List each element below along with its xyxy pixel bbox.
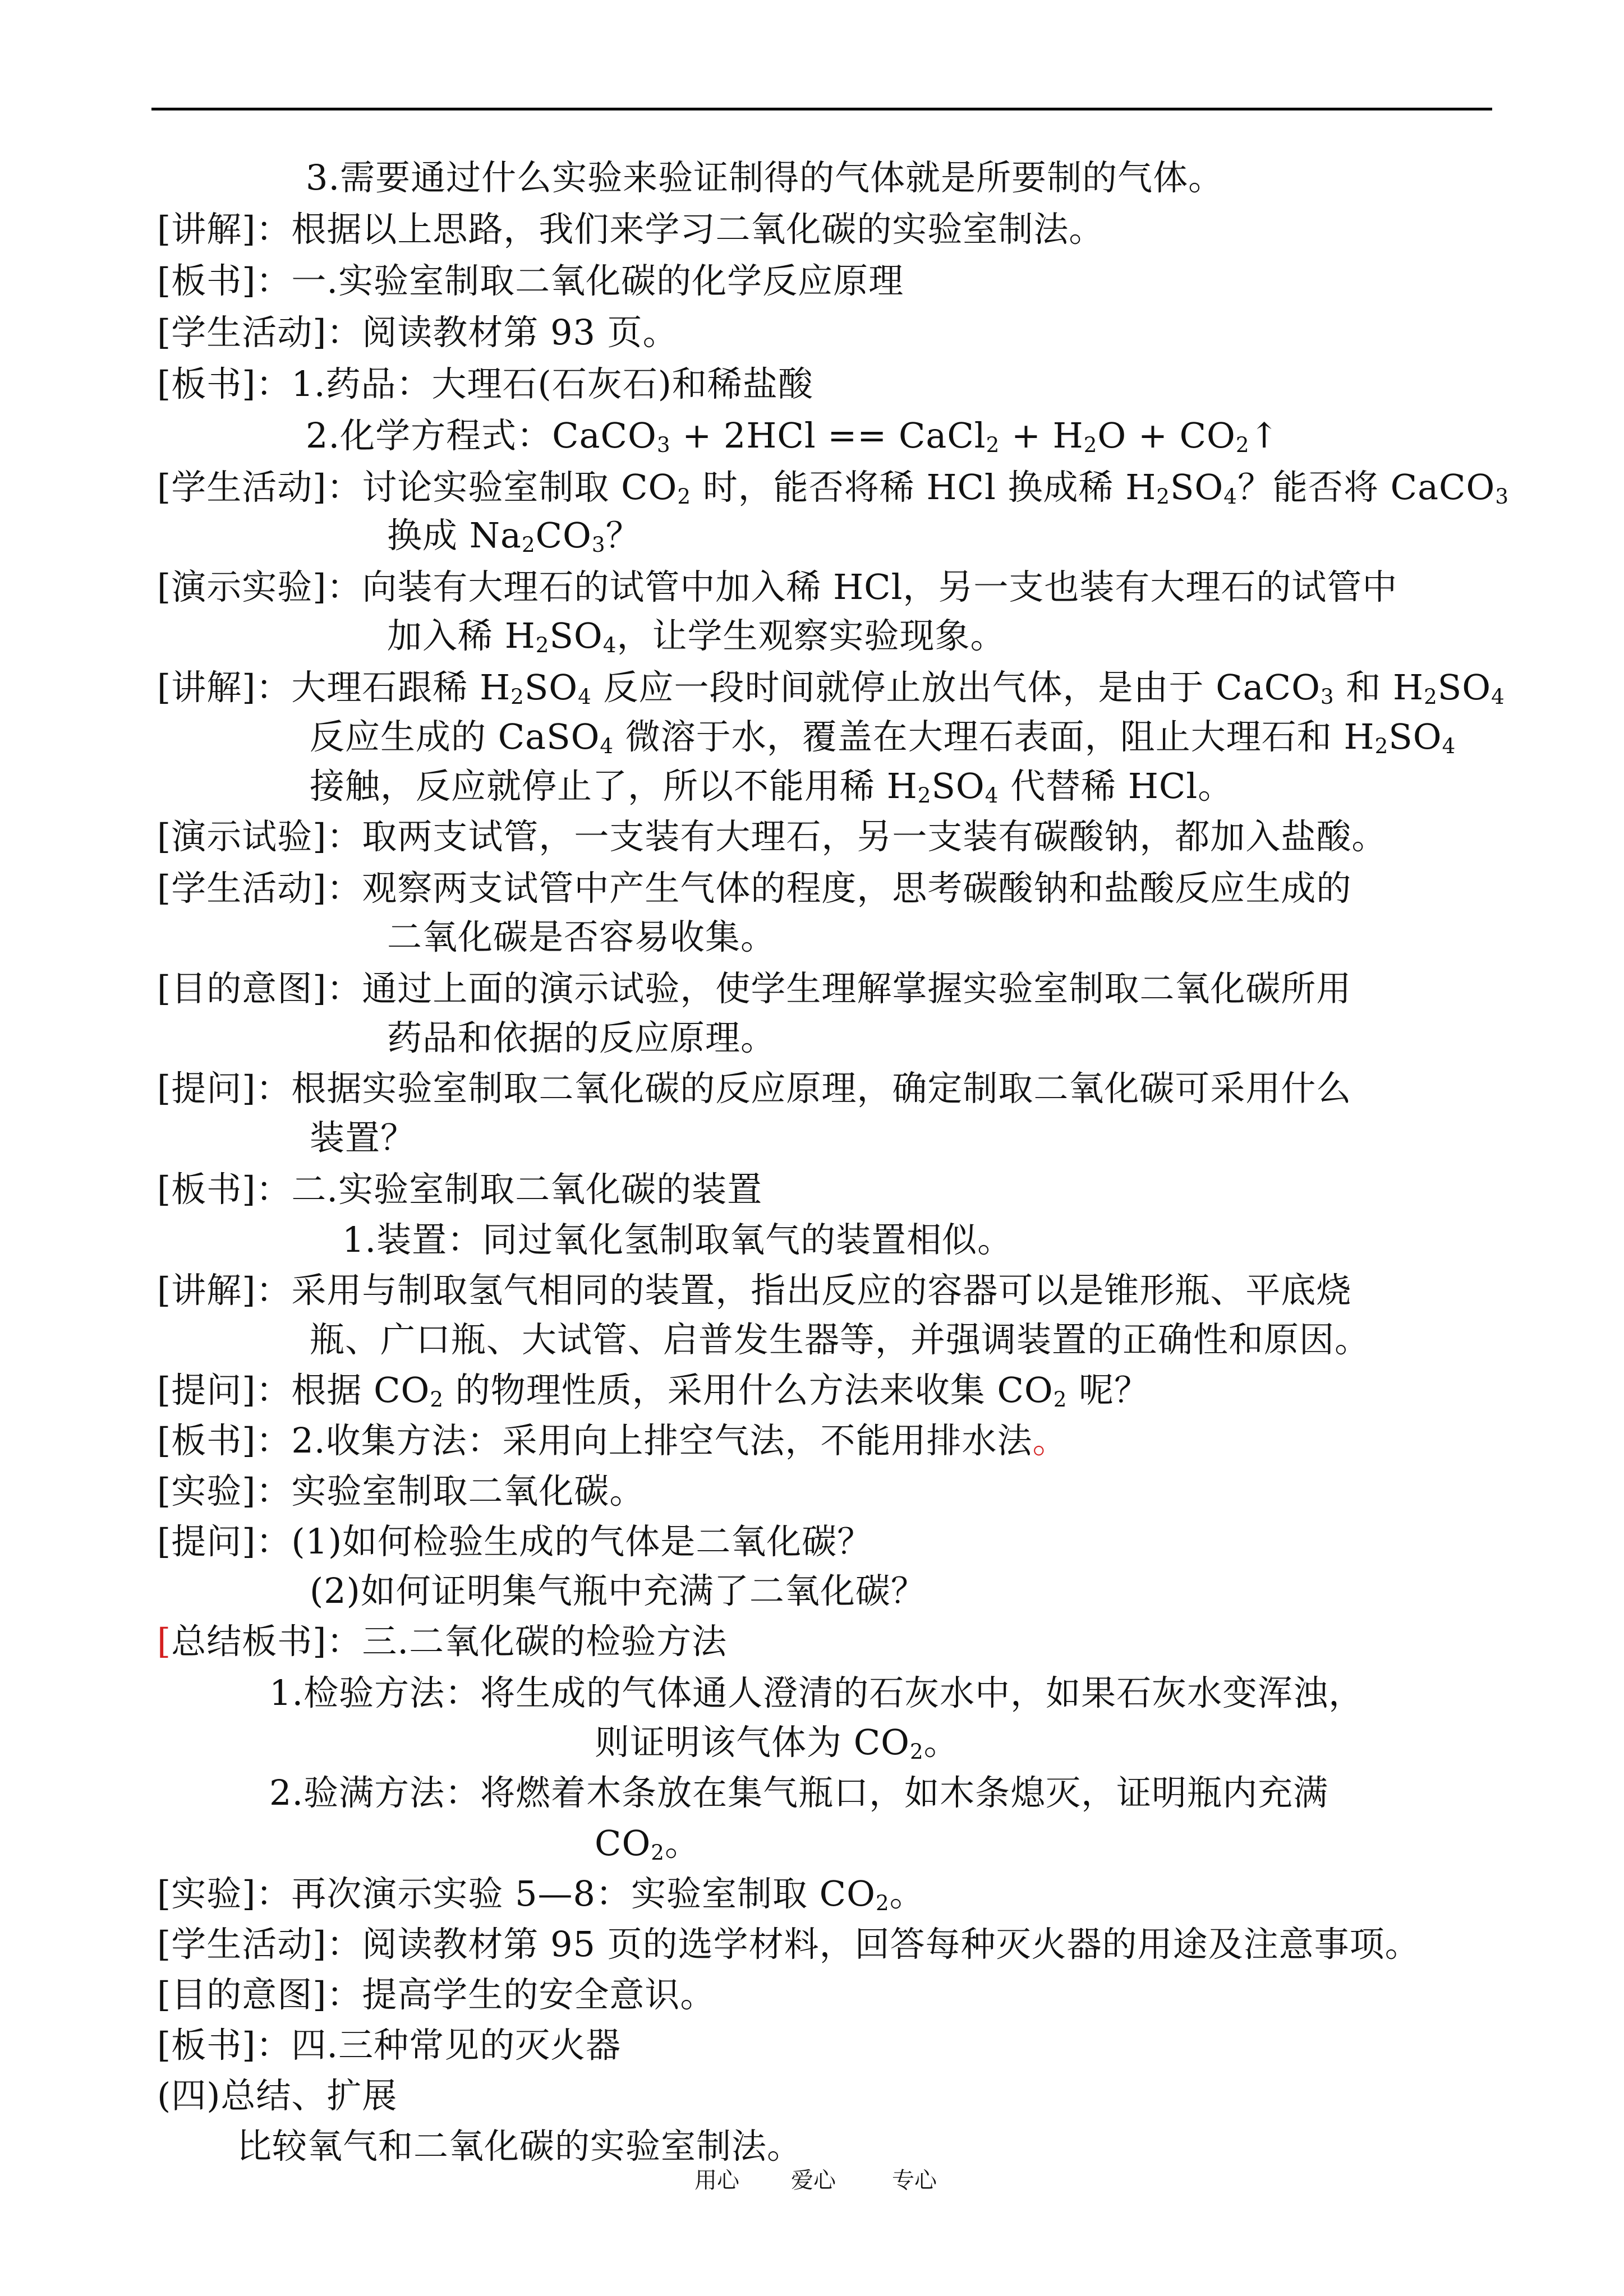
text-line: [学生活动]：阅读教材第 93 页。 bbox=[157, 312, 678, 353]
text-line: [板书]：一.实验室制取二氧化碳的化学反应原理 bbox=[157, 260, 904, 301]
text-line: [学生活动]：讨论实验室制取 $CO_2$ 时，能否将稀 HCl 换成稀 $H_2SO_4$？能否将 CaCO$_3$ bbox=[157, 467, 1509, 509]
text-line: 药品和依据的反应原理。 bbox=[387, 1017, 776, 1058]
text-line: [演示实验]：向装有大理石的试管中加入稀 HCl，另一支也装有大理石的试管中 bbox=[157, 566, 1398, 607]
text-line: [目的意图]：提高学生的安全意识。 bbox=[157, 1974, 716, 2015]
red-mark: 。 bbox=[1032, 1420, 1068, 1461]
text-line: 1.装置：同过氧化氢制取氧气的装置相似。 bbox=[342, 1219, 1013, 1260]
text-line: [演示试验]：取两支试管，一支装有大理石，另一支装有碳酸钠，都加入盐酸。 bbox=[157, 816, 1387, 857]
text-line: [板书]：四.三种常见的灭火器 bbox=[157, 2025, 622, 2066]
text-line: 加入稀 $H_2SO_4$，让学生观察实验现象。 bbox=[387, 615, 1006, 658]
text-line: 则证明该气体为 $CO_2$。 bbox=[595, 1722, 959, 1764]
text-line: 比较氧气和二氧化碳的实验室制法。 bbox=[237, 2126, 803, 2166]
header-rule bbox=[151, 108, 1492, 110]
footer-item: 用心 bbox=[694, 2168, 739, 2193]
text-line: 换成 $Na_2CO_3$？ bbox=[387, 515, 641, 557]
text-line: 装置？ bbox=[310, 1117, 416, 1158]
text-line: 瓶、广口瓶、大试管、启普发生器等，并强调装置的正确性和原因。 bbox=[310, 1319, 1370, 1360]
text-line: [实验]：再次演示实验 5—8：实验室制取 $CO_2$。 bbox=[157, 1873, 925, 1916]
text-line: 2.验满方法：将燃着木条放在集气瓶口，如木条熄灭，证明瓶内充满 bbox=[269, 1772, 1329, 1813]
text-line: (2)如何证明集气瓶中充满了二氧化碳？ bbox=[310, 1570, 926, 1611]
text-line: $CO_2$。 bbox=[595, 1823, 700, 1865]
text-line: 反应生成的 CaSO$_4$ 微溶于水，覆盖在大理石表面，阻止大理石和 $H_2SO_4$ bbox=[310, 716, 1456, 759]
footer-item: 专心 bbox=[892, 2168, 937, 2193]
equation-line: 2.化学方程式：CaCO$_3$ + 2HCl == CaCl$_2$ + $H_2O$ + $CO_2↑$ bbox=[306, 415, 1280, 458]
text-line: [提问]：(1)如何检验生成的气体是二氧化碳？ bbox=[157, 1521, 873, 1562]
text-line: [板书]：1.药品：大理石(石灰石)和稀盐酸 bbox=[157, 363, 813, 404]
text-line: [学生活动]：阅读教材第 95 页的选学材料，回答每种灭火器的用途及注意事项。 bbox=[157, 1924, 1420, 1965]
text-line: [提问]：根据实验室制取二氧化碳的反应原理，确定制取二氧化碳可采用什么 bbox=[157, 1068, 1352, 1109]
text-line: [学生活动]：观察两支试管中产生气体的程度，思考碳酸钠和盐酸反应生成的 bbox=[157, 868, 1352, 909]
text-line: [讲解]：采用与制取氢气相同的装置，指出反应的容器可以是锥形瓶、平底烧 bbox=[157, 1270, 1352, 1311]
text-line: 3.需要通过什么实验来验证制得的气体就是所要制的气体。 bbox=[306, 157, 1224, 198]
section-heading: [总结板书]：三.二氧化碳的检验方法 bbox=[157, 1621, 728, 1662]
text-line: [实验]：实验室制取二氧化碳。 bbox=[157, 1470, 645, 1511]
text-line: [提问]：根据 $CO_2$ 的物理性质，采用什么方法来收集 $CO_2$ 呢？ bbox=[157, 1370, 1150, 1412]
red-bracket: [ bbox=[157, 1621, 172, 1662]
text-line: 二氧化碳是否容易收集。 bbox=[387, 916, 776, 957]
text-line: [目的意图]：通过上面的演示试验，使学生理解掌握实验室制取二氧化碳所用 bbox=[157, 968, 1352, 1009]
text-line: [板书]：二.实验室制取二氧化碳的装置 bbox=[157, 1169, 763, 1210]
text-line: [讲解]：根据以上思路，我们来学习二氧化碳的实验室制法。 bbox=[157, 209, 1105, 250]
text-line: [讲解]：大理石跟稀 $H_2SO_4$ 反应一段时间就停止放出气体，是由于 CaCO$_3$ 和 $H_2SO_4$ bbox=[157, 667, 1505, 709]
text-line: (四)总结、扩展 bbox=[157, 2075, 398, 2116]
text-line: 接触，反应就停止了，所以不能用稀 $H_2SO_4$ 代替稀 HCl。 bbox=[310, 766, 1234, 808]
text-line: 1.检验方法：将生成的气体通人澄清的石灰水中，如果石灰水变浑浊， bbox=[269, 1672, 1364, 1713]
footer-item: 爱心 bbox=[791, 2168, 836, 2193]
text-line: [板书]：2.收集方法：采用向上排空气法，不能用排水法。 bbox=[157, 1420, 1068, 1461]
